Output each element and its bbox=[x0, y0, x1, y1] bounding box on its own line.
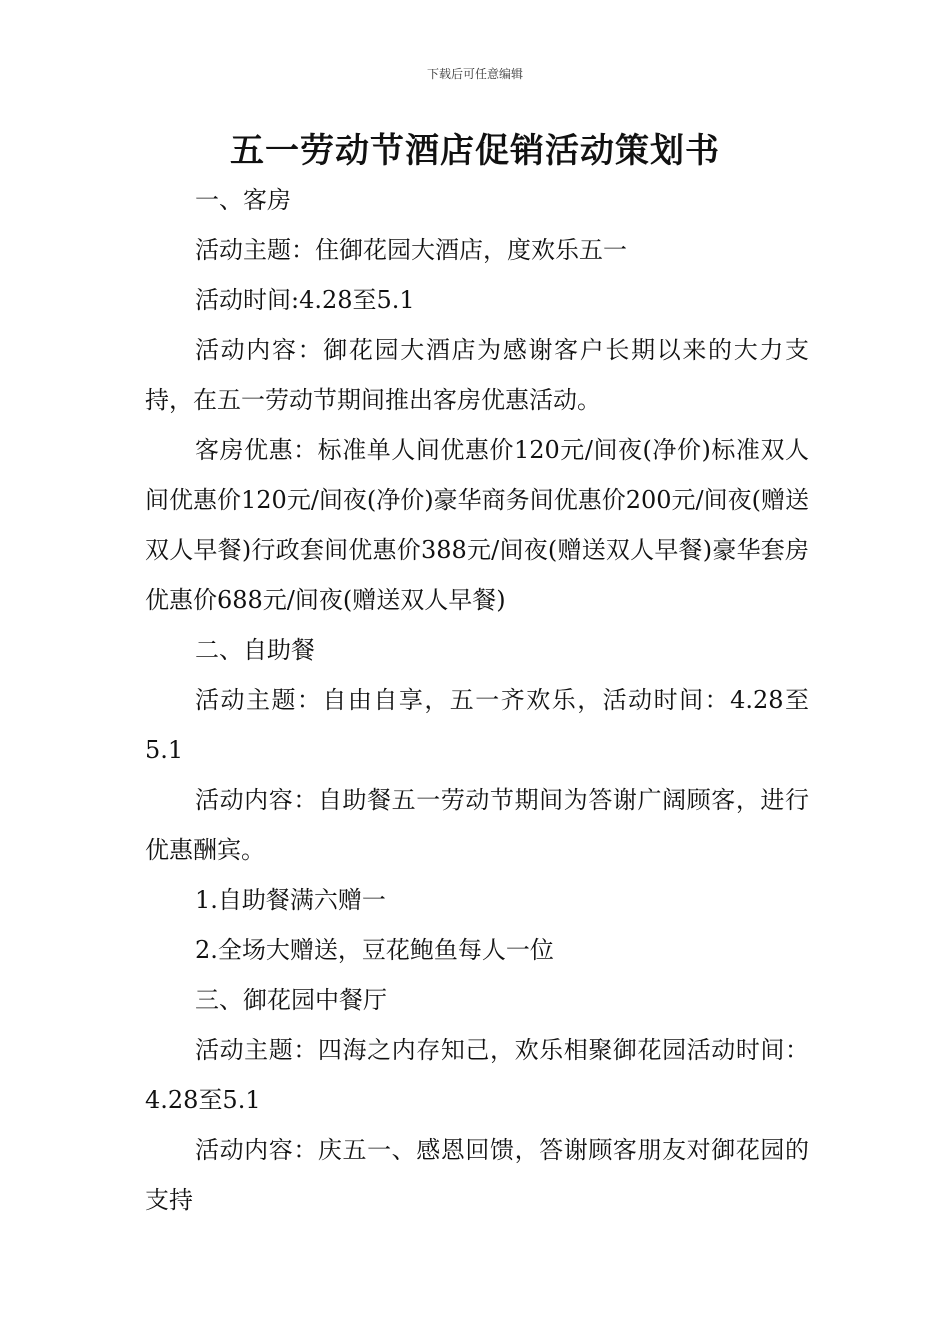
section-heading-chinese-restaurant: 三、御花园中餐厅 bbox=[195, 986, 387, 1014]
document-body bbox=[145, 175, 809, 1225]
rooms-content: 活动内容：御花园大酒店为感谢客户长期以来的大力支持，在五一劳动节期间推出客房优惠活动。 bbox=[145, 336, 809, 414]
buffet-item-1: 1.自助餐满六赠一 bbox=[195, 886, 386, 914]
header-note: 下载后可任意编辑 bbox=[426, 67, 523, 81]
rooms-offers: 客房优惠：标准单人间优惠价120元/间夜(净价)标准双人间优惠价120元/间夜(净价)豪华商务间优惠价200元/间夜(赠送双人早餐)行政套间优惠价388元/间夜(赠送双人早餐)豪华套房优惠价688元/间夜(赠送双人早餐) bbox=[145, 436, 809, 614]
buffet-content: 活动内容：自助餐五一劳动节期间为答谢广阔顾客，进行优惠酬宾。 bbox=[145, 786, 809, 864]
buffet-item-2: 2.全场大赠送，豆花鲍鱼每人一位 bbox=[195, 936, 554, 964]
buffet-theme: 活动主题：自由自享，五一齐欢乐，活动时间：4.28至5.1 bbox=[145, 686, 809, 764]
rooms-time: 活动时间:4.28至5.1 bbox=[195, 286, 415, 314]
rooms-theme: 活动主题：住御花园大酒店，度欢乐五一 bbox=[195, 236, 627, 264]
section-heading-buffet: 二、自助餐 bbox=[195, 636, 315, 664]
document-title: 五一劳动节酒店促销活动策划书 bbox=[230, 131, 720, 171]
restaurant-content: 活动内容：庆五一、感恩回馈，答谢顾客朋友对御花园的支持 bbox=[145, 1136, 809, 1214]
restaurant-theme: 活动主题：四海之内存知己，欢乐相聚御花园活动时间：4.28至5.1 bbox=[145, 1036, 809, 1114]
section-heading-rooms: 一、客房 bbox=[195, 186, 291, 214]
